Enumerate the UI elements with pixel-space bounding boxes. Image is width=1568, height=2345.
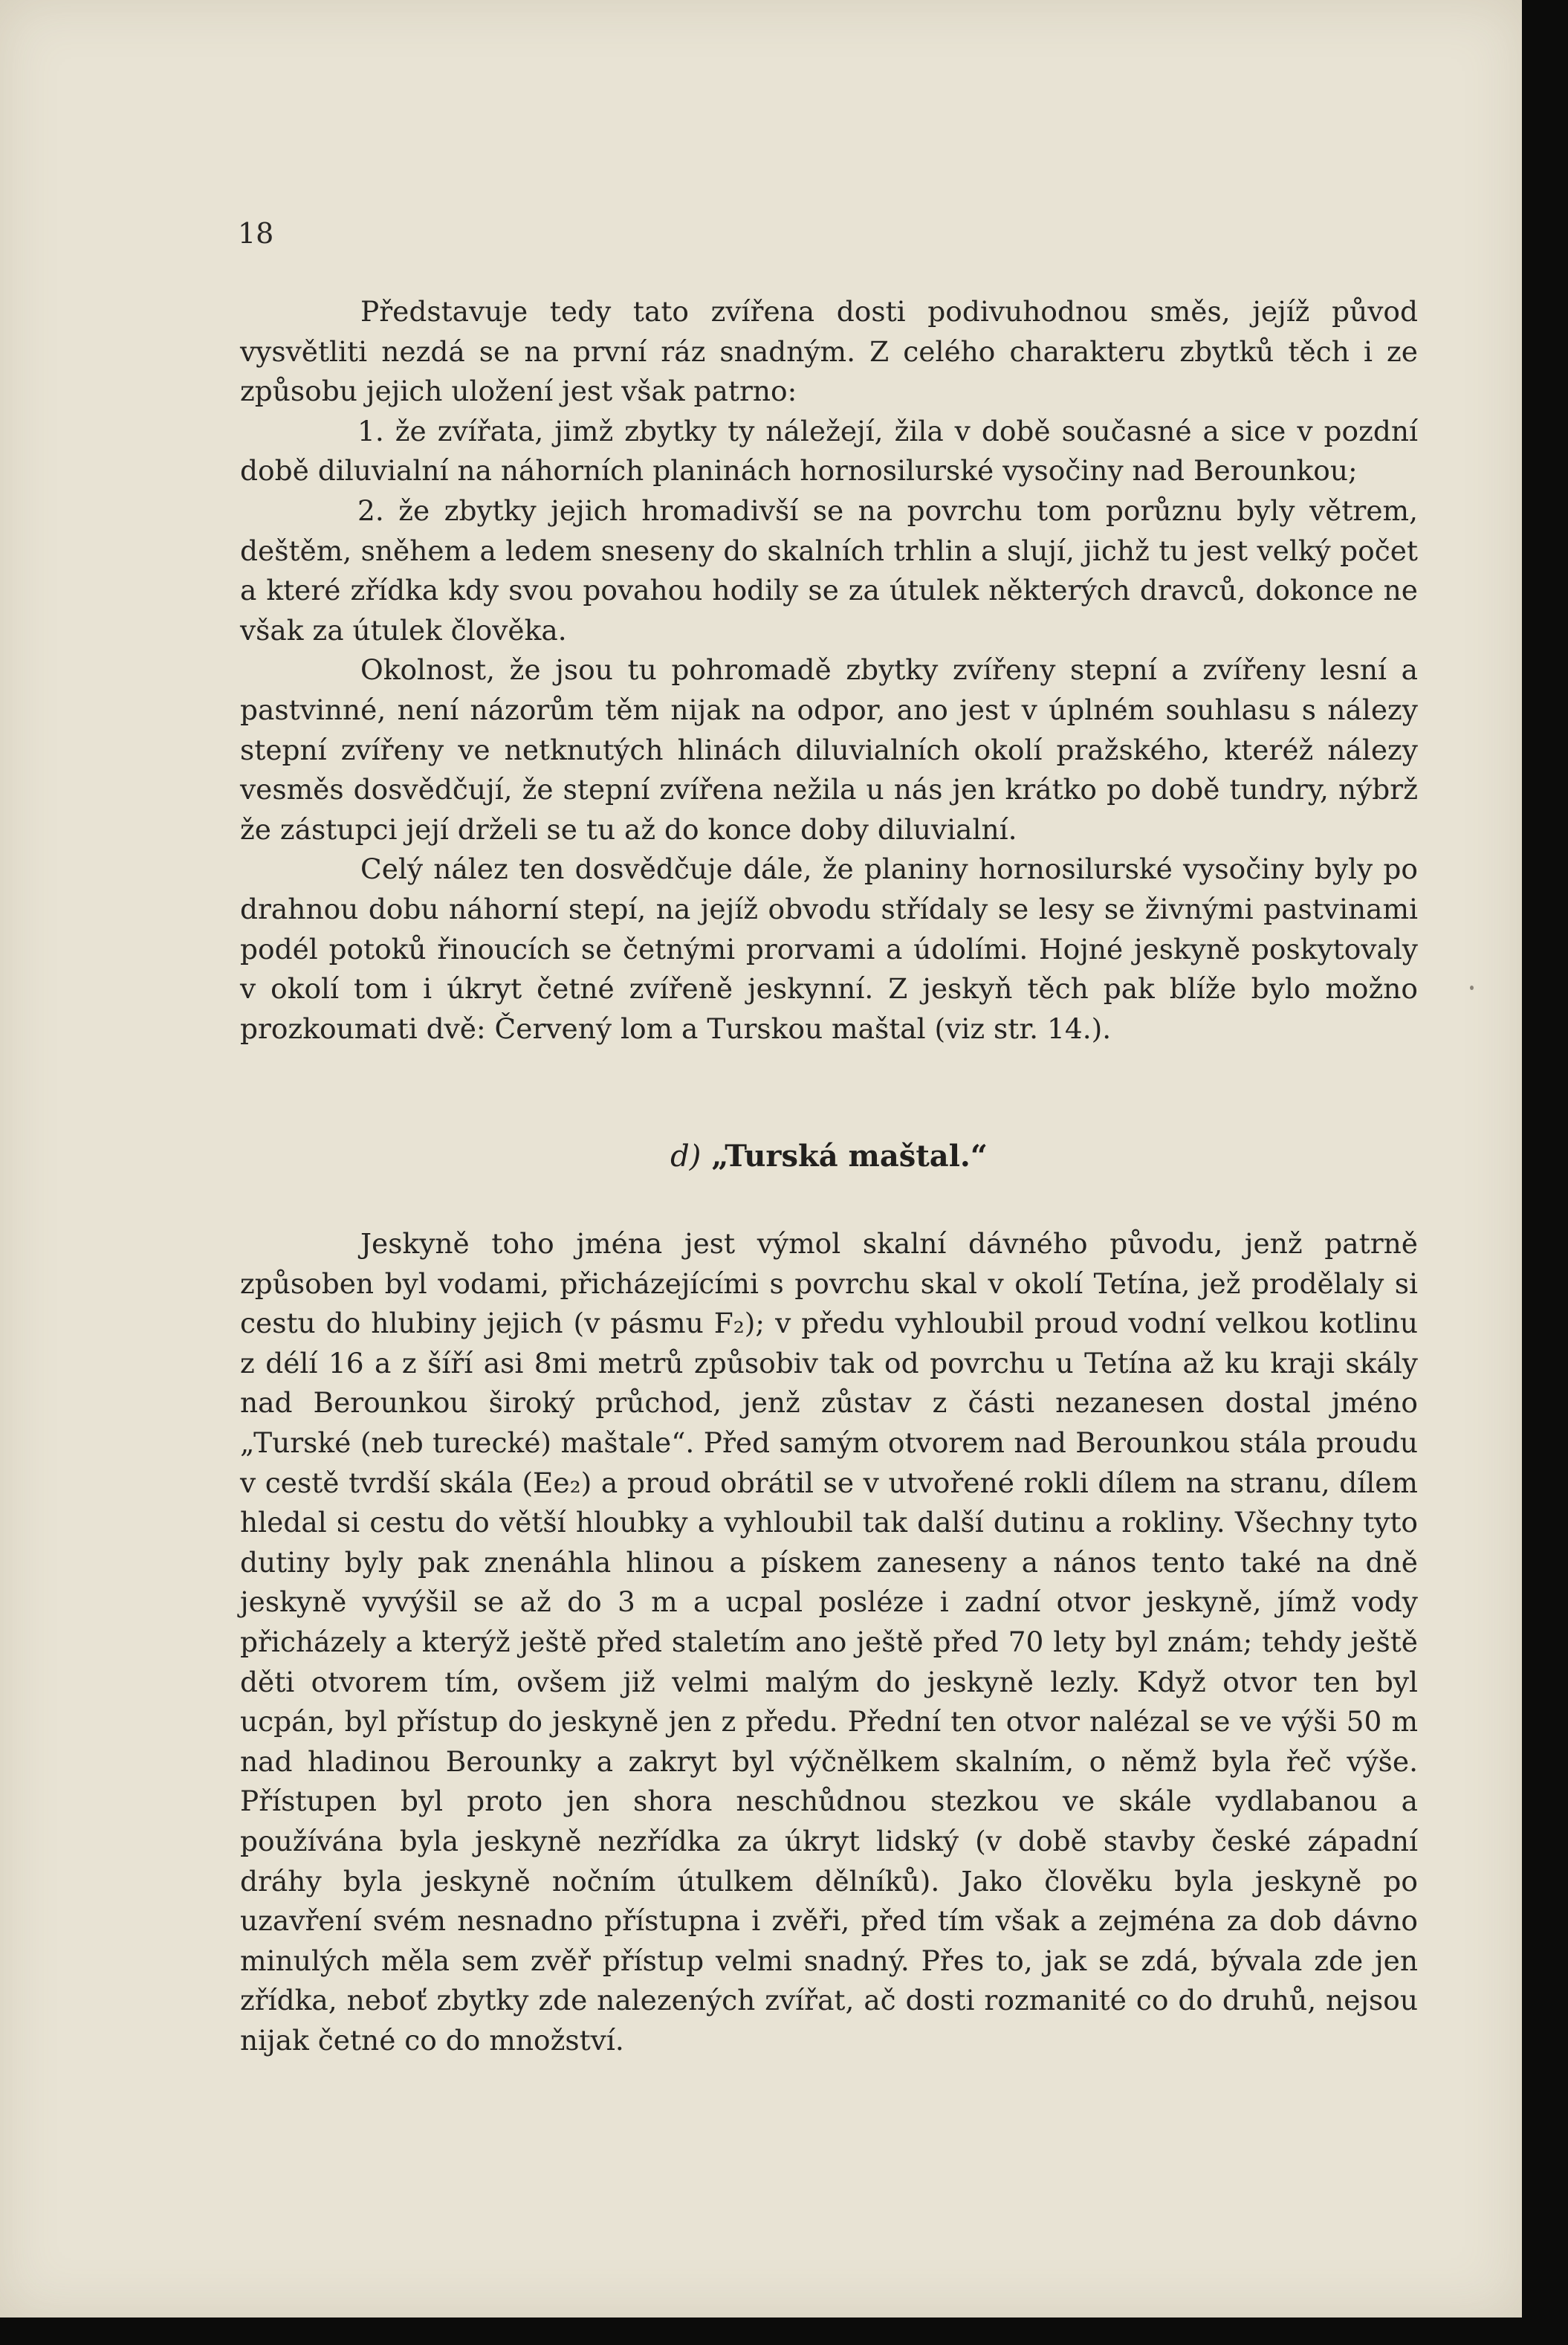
section-title: „Turská maštal.“	[711, 1139, 988, 1174]
paragraph-jeskyne: Jeskyně toho jména jest výmol skalní dávného původu, jenž patrně způsoben byl vodami, přicházejícími s povrchu skal v okolí Tetína, jež prodělaly si cestu do hlubiny jejich (v pásmu F₂); v předu vyhloubil proud vodní velkou kotlinu z délí 16 a z šíří asi 8mi metrů způsobiv tak od povrchu u Tetína až ku kraji skály nad Berounkou široký průchod, jenž zůstav z části nezanesen dostal jméno „Turské (neb turecké) maštale“. Před samým otvorem nad Berounkou stála proudu v cestě tvrdší skála (Ee₂) a proud obrátil se v utvořené rokli dílem na stranu, dílem hledal si cestu do větší hloubky a vyhloubil tak další dutinu a rokliny. Všechny tyto dutiny byly pak znenáhla hlinou a pískem zaneseny a nános tento také na dně jeskyně vyvýšil se až do 3 m a ucpal posléze i zadní otvor jeskyně, jímž vody přicházely a kterýž ještě před staletím ano ještě před 70 lety byl znám; tehdy ještě děti otvorem tím, ovšem již velmi malým do jeskyně lezly. Když otvor ten byl ucpán, byl přístup do jeskyně jen z předu. Přední ten otvor nalézal se ve výši 50 m nad hladinou Berounky a zakryt byl výčnělkem skalním, o němž byla řeč výše. Přístupen byl proto jen shora neschůdnou stezkou ve skále vydlabanou a používána byla jeskyně nezřídka za úkryt lidský (v době stavby české západní dráhy byla jeskyně nočním útulkem dělníků). Jako člověku byla jeskyně po uzavření svém nesnadno přístupna i zvěři, před tím však a zejména za dob dávno minulých měla sem zvěř přístup velmi snadný. Přes to, jak se zdá, bývala zde jen zřídka, neboť zbytky zde nalezených zvířat, ač dosti rozmanité co do druhů, nejsou nijak četné co do množství.	[240, 1227, 1418, 2057]
paragraph-okolnost: Okolnost, že jsou tu pohromadě zbytky zvířeny stepní a zvířeny lesní a pastvinné, není názorům těm nijak na odpor, ano jest v úplném souhlasu s nálezy stepní zvířeny ve netknutých hlinách diluvialních okolí pražského, kteréž nálezy vesměs dosvědčují, že stepní zvířena nežila u nás jen krátko po době tundry, nýbrž že zástupci její drželi se tu až do konce doby diluvialní.	[240, 653, 1418, 846]
page-number: 18	[238, 217, 274, 250]
paragraph-cely-nalez: Celý nález ten dosvědčuje dále, že planiny hornosilurské vysočiny byly po drahnou dobu náhorní stepí, na jejíž obvodu střídaly se lesy se živnými pastvinami podél potoků řinoucích se četnými prorvami a údolími. Hojné jeskyně poskytovaly v okolí tom i úkryt četné zvířeně jeskynní. Z jeskyň těch pak blíže bylo možno prozkoumati dvě: Červený lom a Turskou maštal (viz str. 14.).	[240, 853, 1418, 1045]
list-item-2: 2. že zbytky jejich hromadivší se na povrchu tom porůznu byly větrem, deštěm, sněhem a ledem sneseny do skalních trhlin a slují, jichž tu jest velký počet a které zřídka kdy svou povahou hodily se za útulek některých dravců, dokonce ne však za útulek člověka.	[240, 494, 1418, 647]
section-heading	[240, 1139, 1418, 1174]
paper-speck	[1470, 986, 1474, 990]
section-label: d)	[670, 1139, 702, 1174]
intro-paragraph: Představuje tedy tato zvířena dosti podivuhodnou směs, jejíž původ vysvětliti nezdá se na první ráz snadným. Z celého charakteru zbytků těch i ze způsobu jejich uložení jest však patrno:	[240, 295, 1418, 408]
section-body	[240, 1224, 1418, 2060]
intro-text	[240, 292, 1418, 1049]
list-item-1: 1. že zvířata, jimž zbytky ty náležejí, žila v době současné a sice v pozdní době diluvialní na náhorních planinách hornosilurské vysočiny nad Berounkou;	[240, 414, 1418, 488]
